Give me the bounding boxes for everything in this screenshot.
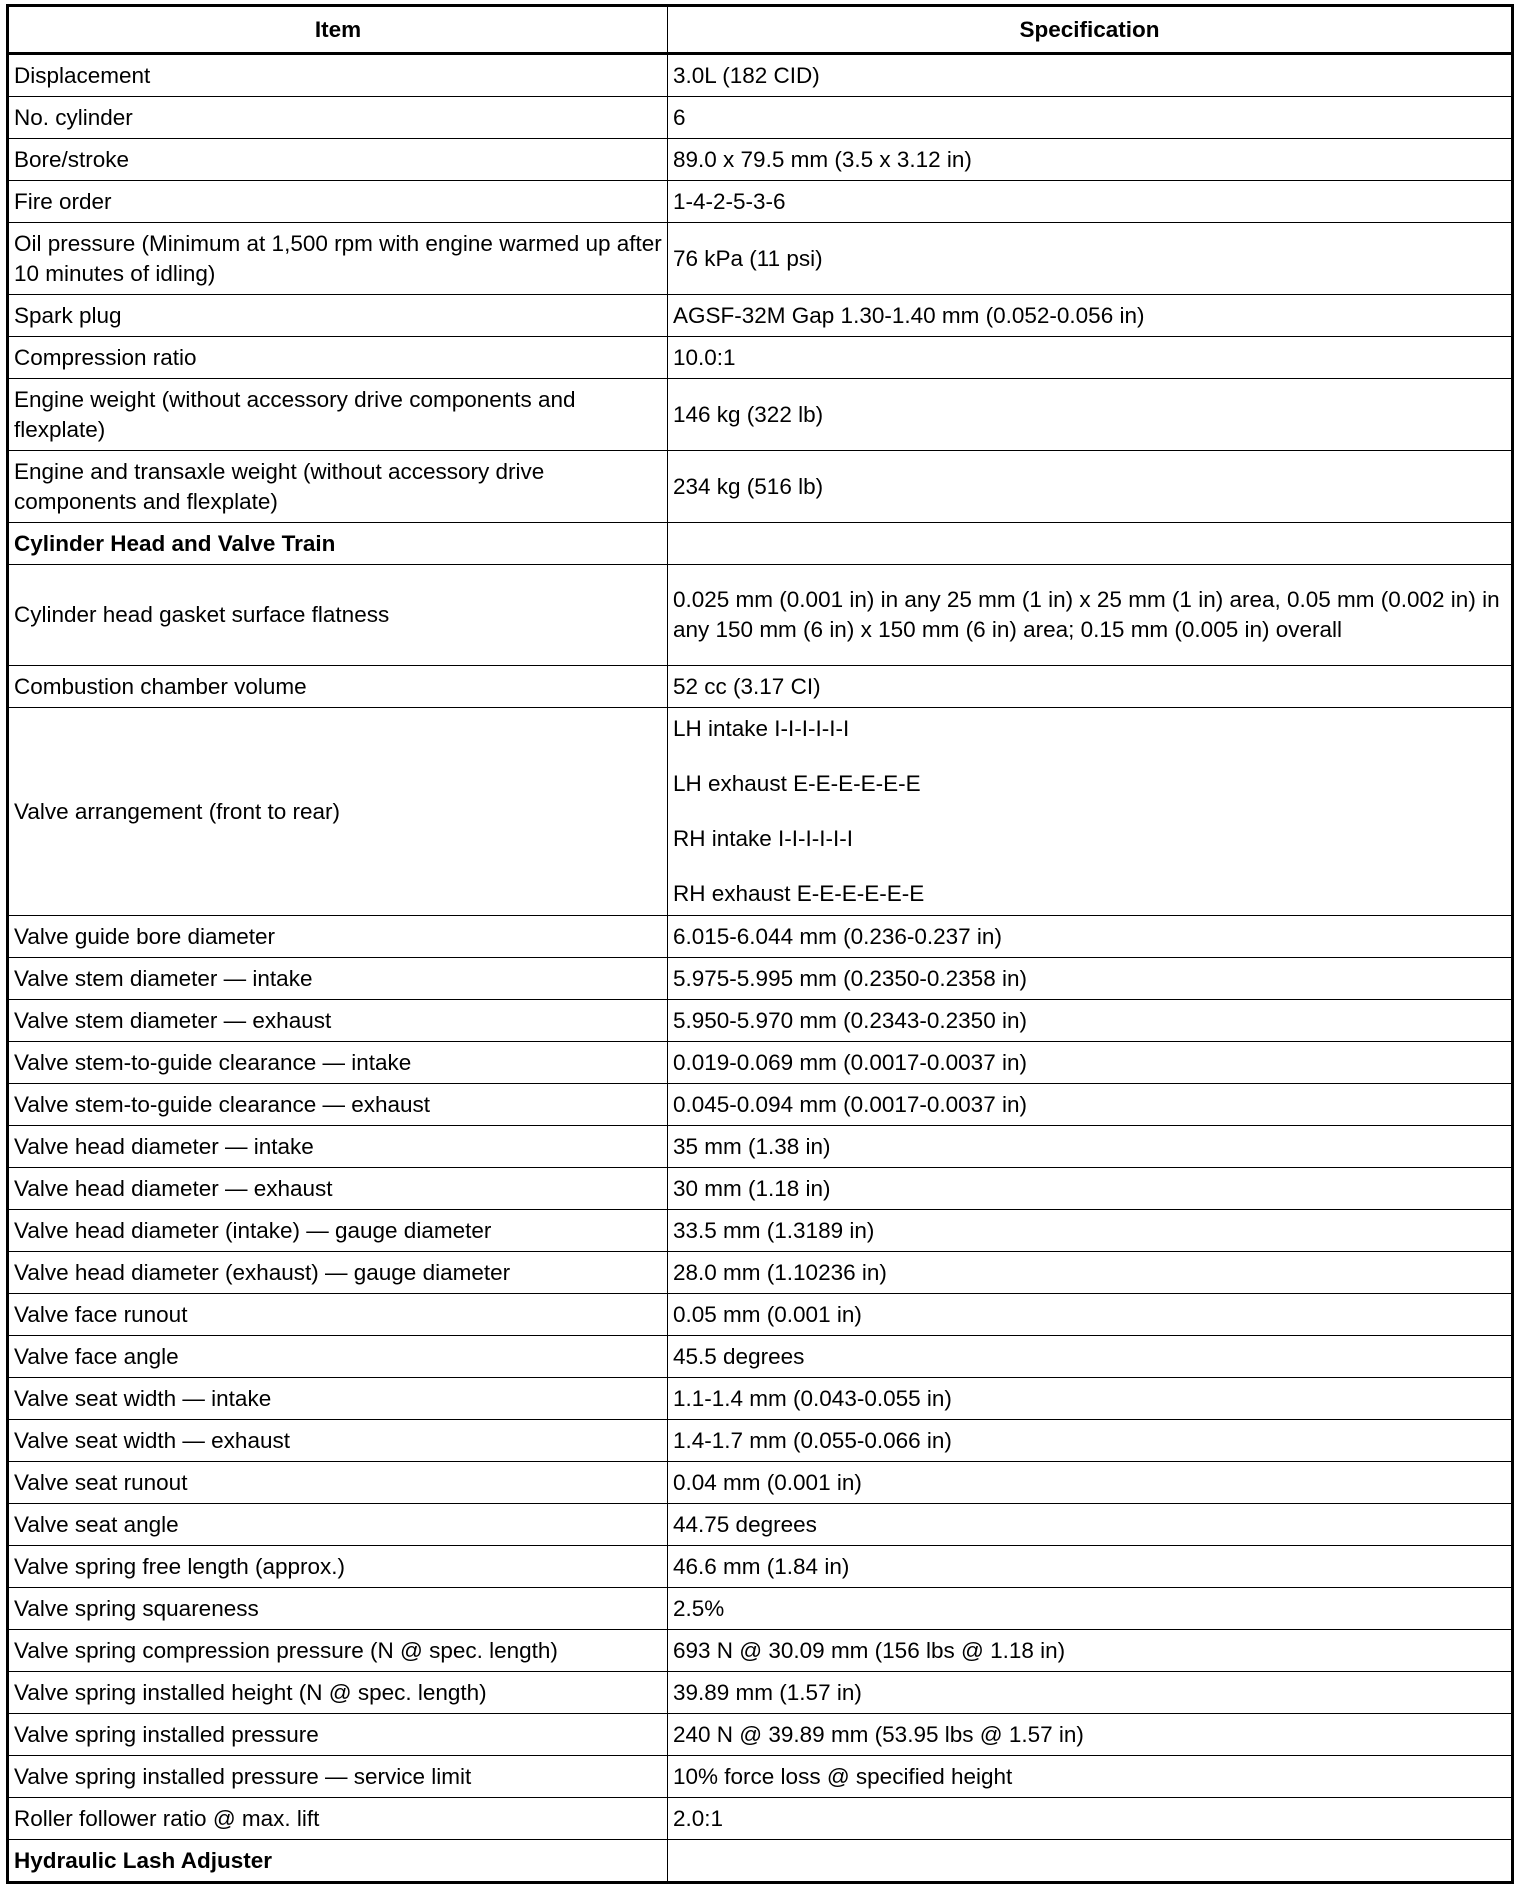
specification-cell: 234 kg (516 lb) xyxy=(668,451,1513,523)
item-cell: Valve stem diameter — exhaust xyxy=(8,1000,668,1042)
specification-cell: 10.0:1 xyxy=(668,337,1513,379)
specification-cell: 6 xyxy=(668,97,1513,139)
item-cell: Engine and transaxle weight (without accessory drive components and flexplate) xyxy=(8,451,668,523)
table-row xyxy=(8,451,1513,523)
item-cell: Valve seat angle xyxy=(8,1504,668,1546)
table-row xyxy=(8,1462,1513,1504)
item-cell: Valve head diameter — intake xyxy=(8,1126,668,1168)
table-row xyxy=(8,1588,1513,1630)
item-cell: Valve stem-to-guide clearance — intake xyxy=(8,1042,668,1084)
item-cell: Compression ratio xyxy=(8,337,668,379)
item-cell: Spark plug xyxy=(8,295,668,337)
table-row xyxy=(8,708,1513,916)
table-row xyxy=(8,1210,1513,1252)
item-cell: Valve stem diameter — intake xyxy=(8,958,668,1000)
column-header-specification: Specification xyxy=(668,6,1513,54)
table-row xyxy=(8,1630,1513,1672)
item-cell: Valve head diameter (exhaust) — gauge diameter xyxy=(8,1252,668,1294)
specification-cell: 46.6 mm (1.84 in) xyxy=(668,1546,1513,1588)
specification-cell: 33.5 mm (1.3189 in) xyxy=(668,1210,1513,1252)
specification-cell: 5.950-5.970 mm (0.2343-0.2350 in) xyxy=(668,1000,1513,1042)
specification-cell: AGSF-32M Gap 1.30-1.40 mm (0.052-0.056 in) xyxy=(668,295,1513,337)
item-cell: No. cylinder xyxy=(8,97,668,139)
item-cell: Valve stem-to-guide clearance — exhaust xyxy=(8,1084,668,1126)
table-row xyxy=(8,223,1513,295)
item-cell: Roller follower ratio @ max. lift xyxy=(8,1798,668,1840)
specification-cell: 6.015-6.044 mm (0.236-0.237 in) xyxy=(668,916,1513,958)
item-cell: Valve head diameter (intake) — gauge diameter xyxy=(8,1210,668,1252)
specification-cell: 1.4-1.7 mm (0.055-0.066 in) xyxy=(668,1420,1513,1462)
section-row xyxy=(8,523,1513,565)
table-row xyxy=(8,1336,1513,1378)
specification-cell: 45.5 degrees xyxy=(668,1336,1513,1378)
table-row xyxy=(8,379,1513,451)
item-cell: Combustion chamber volume xyxy=(8,666,668,708)
item-cell: Fire order xyxy=(8,181,668,223)
specifications-table xyxy=(6,4,1514,1884)
table-row xyxy=(8,295,1513,337)
specification-cell: 0.04 mm (0.001 in) xyxy=(668,1462,1513,1504)
table-row xyxy=(8,97,1513,139)
item-cell: Valve seat runout xyxy=(8,1462,668,1504)
specification-cell: 10% force loss @ specified height xyxy=(668,1756,1513,1798)
section-heading: Hydraulic Lash Adjuster xyxy=(8,1840,668,1883)
table-row xyxy=(8,565,1513,666)
specification-cell: 76 kPa (11 psi) xyxy=(668,223,1513,295)
table-row xyxy=(8,666,1513,708)
item-cell: Valve spring installed pressure — service limit xyxy=(8,1756,668,1798)
table-row xyxy=(8,1798,1513,1840)
item-cell: Valve spring squareness xyxy=(8,1588,668,1630)
specification-cell: 146 kg (322 lb) xyxy=(668,379,1513,451)
specification-line: RH exhaust E-E-E-E-E-E xyxy=(673,881,925,906)
item-cell: Valve guide bore diameter xyxy=(8,916,668,958)
table-row xyxy=(8,1000,1513,1042)
table-row xyxy=(8,1168,1513,1210)
specification-cell: 1.1-1.4 mm (0.043-0.055 in) xyxy=(668,1378,1513,1420)
section-heading: Cylinder Head and Valve Train xyxy=(8,523,668,565)
specification-cell: 5.975-5.995 mm (0.2350-0.2358 in) xyxy=(668,958,1513,1000)
specification-cell: 39.89 mm (1.57 in) xyxy=(668,1672,1513,1714)
table-row xyxy=(8,1294,1513,1336)
specification-cell: 2.5% xyxy=(668,1588,1513,1630)
specification-cell: 2.0:1 xyxy=(668,1798,1513,1840)
specification-cell: 0.045-0.094 mm (0.0017-0.0037 in) xyxy=(668,1084,1513,1126)
table-row xyxy=(8,1378,1513,1420)
item-cell: Engine weight (without accessory drive components and flexplate) xyxy=(8,379,668,451)
table-header-row xyxy=(8,6,1513,54)
item-cell: Valve spring free length (approx.) xyxy=(8,1546,668,1588)
table-row xyxy=(8,1714,1513,1756)
table-row xyxy=(8,916,1513,958)
item-cell: Cylinder head gasket surface flatness xyxy=(8,565,668,666)
table-row xyxy=(8,1252,1513,1294)
specification-cell: 44.75 degrees xyxy=(668,1504,1513,1546)
specification-cell: 240 N @ 39.89 mm (53.95 lbs @ 1.57 in) xyxy=(668,1714,1513,1756)
specification-line: RH intake I-I-I-I-I-I xyxy=(673,826,854,851)
item-cell: Valve face angle xyxy=(8,1336,668,1378)
specification-cell: 0.05 mm (0.001 in) xyxy=(668,1294,1513,1336)
item-cell: Displacement xyxy=(8,54,668,97)
specification-cell xyxy=(668,523,1513,565)
specification-cell: 0.025 mm (0.001 in) in any 25 mm (1 in) x 25 mm (1 in) area, 0.05 mm (0.002 in) in any 150 mm (6 in) x 150 mm (6 in) area; 0.15 mm (0.005 in) overall xyxy=(668,565,1513,666)
table-row xyxy=(8,1504,1513,1546)
specification-cell: 28.0 mm (1.10236 in) xyxy=(668,1252,1513,1294)
table-row xyxy=(8,54,1513,97)
specification-line: LH exhaust E-E-E-E-E-E xyxy=(673,771,921,796)
specification-cell: 35 mm (1.38 in) xyxy=(668,1126,1513,1168)
table-row xyxy=(8,337,1513,379)
specification-cell: 693 N @ 30.09 mm (156 lbs @ 1.18 in) xyxy=(668,1630,1513,1672)
table-row xyxy=(8,1126,1513,1168)
item-cell: Valve arrangement (front to rear) xyxy=(8,708,668,916)
item-cell: Valve head diameter — exhaust xyxy=(8,1168,668,1210)
item-cell: Valve seat width — intake xyxy=(8,1378,668,1420)
specification-cell xyxy=(668,708,1513,916)
item-cell: Valve seat width — exhaust xyxy=(8,1420,668,1462)
table-row xyxy=(8,1672,1513,1714)
table-row xyxy=(8,1042,1513,1084)
section-row xyxy=(8,1840,1513,1883)
item-cell: Valve spring installed height (N @ spec. length) xyxy=(8,1672,668,1714)
specification-cell xyxy=(668,1840,1513,1883)
specification-cell: 0.019-0.069 mm (0.0017-0.0037 in) xyxy=(668,1042,1513,1084)
table-row xyxy=(8,1420,1513,1462)
specification-cell: 89.0 x 79.5 mm (3.5 x 3.12 in) xyxy=(668,139,1513,181)
item-cell: Valve spring installed pressure xyxy=(8,1714,668,1756)
specification-line: LH intake I-I-I-I-I-I xyxy=(673,716,850,741)
specification-cell: 30 mm (1.18 in) xyxy=(668,1168,1513,1210)
table-row xyxy=(8,1084,1513,1126)
table-row xyxy=(8,181,1513,223)
item-cell: Valve face runout xyxy=(8,1294,668,1336)
table-row xyxy=(8,139,1513,181)
item-cell: Bore/stroke xyxy=(8,139,668,181)
item-cell: Oil pressure (Minimum at 1,500 rpm with engine warmed up after 10 minutes of idling) xyxy=(8,223,668,295)
specification-cell: 3.0L (182 CID) xyxy=(668,54,1513,97)
specification-cell: 52 cc (3.17 CI) xyxy=(668,666,1513,708)
item-cell: Valve spring compression pressure (N @ spec. length) xyxy=(8,1630,668,1672)
column-header-item: Item xyxy=(8,6,668,54)
specification-cell: 1-4-2-5-3-6 xyxy=(668,181,1513,223)
table-row xyxy=(8,958,1513,1000)
table-row xyxy=(8,1546,1513,1588)
table-row xyxy=(8,1756,1513,1798)
